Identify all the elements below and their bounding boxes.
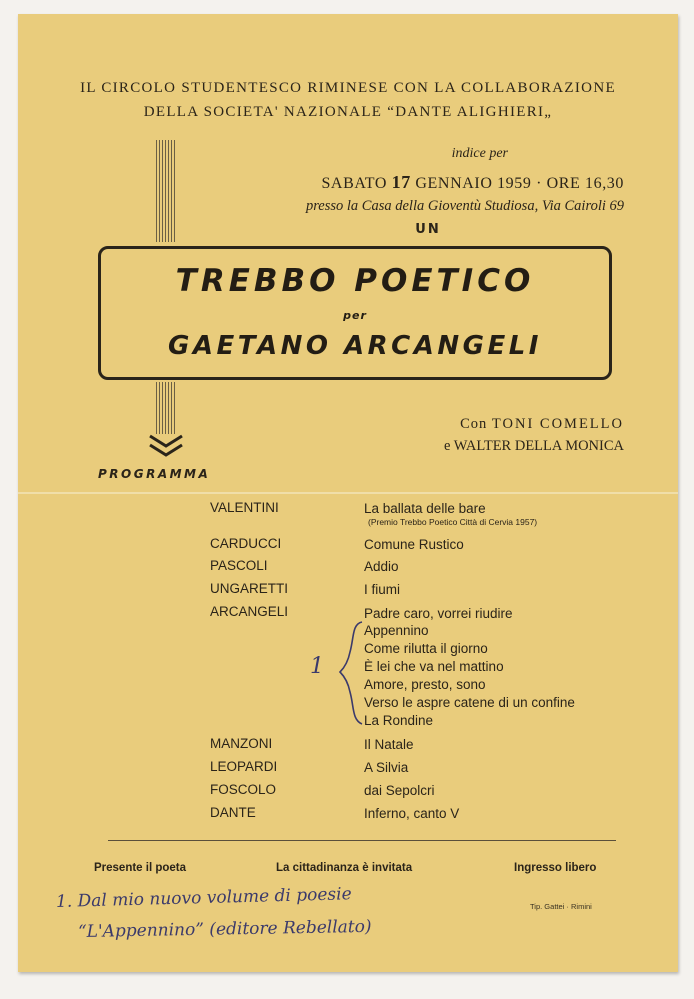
un-label: UN	[415, 222, 441, 237]
program-poem: Comune Rustico	[364, 537, 464, 552]
program-author: LEOPARDI	[210, 759, 278, 774]
program-poem: La ballata delle bare	[364, 501, 486, 516]
footer-cittadinanza: La cittadinanza è invitata	[276, 862, 413, 874]
header-line-2: DELLA SOCIETA' NAZIONALE “DANTE ALIGHIERI„	[143, 104, 553, 120]
program-poem: dai Sepolcri	[364, 783, 435, 798]
title-poet: GAETANO ARCANGELI	[168, 331, 542, 361]
footer-divider	[108, 840, 616, 841]
event-date	[138, 172, 624, 193]
program-poem: Verso le aspre catene di un confine	[364, 695, 575, 710]
guest-line-1	[138, 416, 624, 433]
title-frame	[98, 246, 612, 380]
guest-line-2	[138, 438, 624, 455]
guest-2-name: WALTER DELLA MONICA	[453, 438, 624, 454]
program-poem: Il Natale	[364, 737, 414, 752]
program-poem: La Rondine	[364, 713, 434, 728]
footer-ingresso: Ingresso libero	[514, 862, 597, 874]
program-poem: Come rilutta il giorno	[364, 641, 488, 656]
header-line-1: IL CIRCOLO STUDENTESCO RIMINESE CON LA COLLABORAZIONE	[80, 80, 616, 96]
handwritten-note-line-2: “L'Appennino” (editore Rebellato)	[77, 916, 372, 942]
date-suffix: GENNAIO 1959 · ORE 16,30	[410, 175, 624, 192]
program-author: UNGARETTI	[210, 581, 289, 596]
poster-sheet	[18, 14, 678, 972]
footer-presente: Presente il poeta	[94, 862, 187, 874]
program-poem: Padre caro, vorrei riudire	[364, 606, 513, 621]
handwritten-number: 1	[310, 654, 324, 679]
program-author: ARCANGELI	[210, 604, 289, 619]
guest-1-name: TONI COMELLO	[491, 416, 624, 432]
handwritten-note-line-1: 1. Dal mio nuovo volume di poesie	[55, 884, 352, 912]
printer-credit: Tip. Gattei · Rimini	[530, 902, 592, 911]
title-main: TREBBO POETICO	[175, 263, 535, 299]
event-venue: presso la Casa della Gioventù Studiosa, Via Cairoli 69	[305, 198, 624, 214]
program-poem: Appennino	[364, 623, 429, 638]
prize-note: (Premio Trebbo Poetico Città di Cervia 1957)	[368, 517, 538, 527]
program-author: DANTE	[210, 805, 256, 820]
programma-heading: PROGRAMMA	[98, 467, 211, 481]
guest-1-prefix: Con	[460, 416, 492, 432]
program-author: VALENTINI	[210, 500, 279, 515]
program-poem: I fiumi	[364, 582, 401, 597]
program-poem: Addio	[364, 559, 399, 574]
indice-per: indice per	[451, 146, 508, 161]
program-author: FOSCOLO	[210, 782, 277, 797]
program-author: MANZONI	[210, 736, 273, 751]
program-poem: È lei che va nel mattino	[364, 659, 504, 674]
date-prefix: SABATO	[321, 175, 392, 192]
date-day: 17	[391, 172, 411, 192]
program-poem: A Silvia	[364, 760, 409, 775]
handwritten-bracket	[336, 618, 366, 728]
title-per: per	[343, 309, 367, 322]
program-poem: Inferno, canto V	[364, 806, 460, 821]
fold-crease	[18, 492, 678, 494]
program-author: PASCOLI	[210, 558, 268, 573]
program-poem: Amore, presto, sono	[364, 677, 486, 692]
program-author: CARDUCCI	[210, 536, 282, 551]
guest-2-prefix: e	[443, 438, 454, 454]
